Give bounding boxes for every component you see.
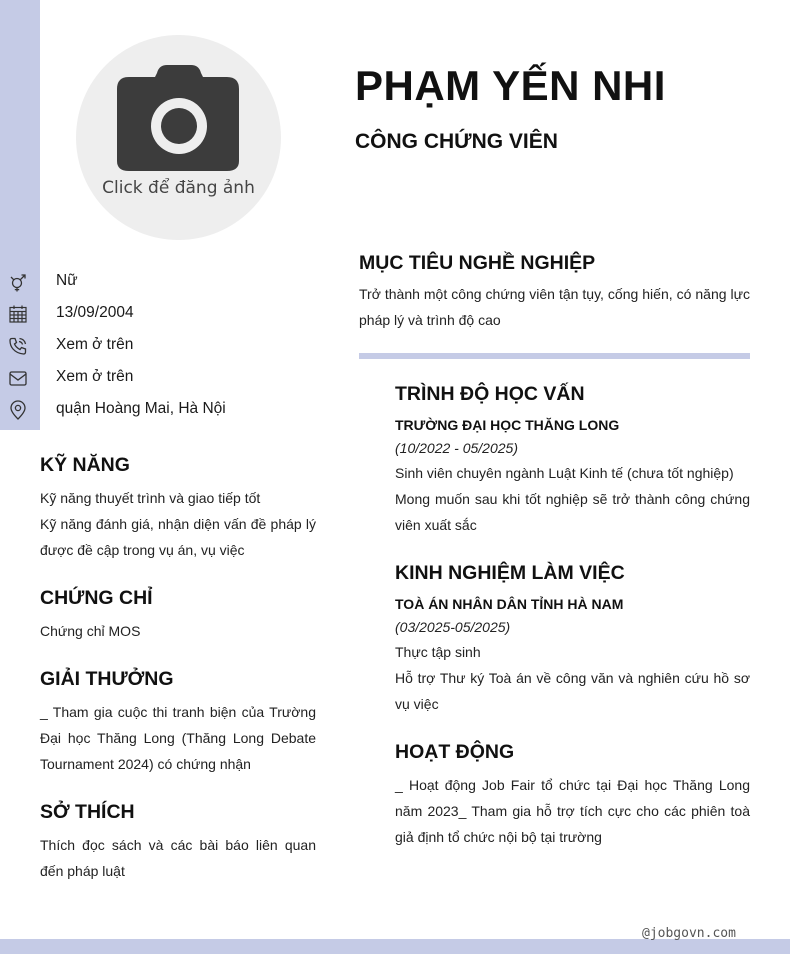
mail-icon (8, 368, 28, 388)
section-divider (359, 353, 750, 359)
skills-heading: KỸ NĂNG (40, 454, 130, 476)
activities-text: _ Hoạt động Job Fair tổ chức tại Đại học Thăng Long năm 2023_ Tham gia hỗ trợ tích cực cho các phiên toà giả định tổ chức nội bộ tại trường (395, 777, 750, 845)
photo-upload-label: Click để đăng ảnh (102, 178, 255, 198)
education-school: TRƯỜNG ĐẠI HỌC THĂNG LONG (395, 417, 620, 433)
skills-item-2: Kỹ năng đánh giá, nhận diện vấn đề pháp lý được đề cập trong vụ án, vụ việc (40, 516, 316, 558)
contact-phone-value: Xem ở trên (56, 336, 134, 353)
objective-text: Trở thành một công chứng viên tận tụy, cống hiến, có năng lực pháp lý và trình độ cao (359, 286, 750, 328)
phone-icon (8, 336, 28, 356)
experience-period: (03/2025-05/2025) (395, 619, 511, 635)
education-line-2: Mong muốn sau khi tốt nghiệp sẽ trở thành công chứng viên xuất sắc (395, 491, 750, 533)
certificates-heading: CHỨNG CHỈ (40, 587, 153, 609)
contact-phone (0, 329, 320, 361)
experience-company: TOÀ ÁN NHÂN DÂN TỈNH HÀ NAM (395, 596, 624, 612)
camera-icon (117, 65, 241, 173)
contact-gender (0, 265, 320, 297)
contact-email-value: Xem ở trên (56, 368, 134, 385)
location-icon (8, 400, 28, 420)
experience-heading: KINH NGHIỆM LÀM VIỆC (395, 562, 625, 584)
contact-birthday (0, 297, 320, 329)
job-title: CÔNG CHỨNG VIÊN (355, 130, 558, 153)
education-line-1: Sinh viên chuyên ngành Luật Kinh tế (chưa tốt nghiệp) (395, 465, 734, 481)
contact-birthday-value: 13/09/2004 (56, 304, 134, 321)
experience-description: Hỗ trợ Thư ký Toà án về công văn và nghiên cứu hồ sơ vụ việc (395, 670, 750, 712)
awards-heading: GIẢI THƯỞNG (40, 668, 174, 690)
calendar-icon (8, 304, 28, 324)
education-heading: TRÌNH ĐỘ HỌC VẤN (395, 383, 585, 405)
hobbies-text: Thích đọc sách và các bài báo liên quan đến pháp luật (40, 837, 316, 879)
watermark: @jobgovn.com (642, 926, 736, 941)
footer-accent-bar (0, 939, 790, 954)
experience-role: Thực tập sinh (395, 644, 481, 660)
gender-icon (8, 272, 28, 292)
certificates-text: Chứng chỉ MOS (40, 623, 141, 639)
contact-email (0, 361, 320, 393)
contact-address-value: quận Hoàng Mai, Hà Nội (56, 400, 226, 417)
contact-address (0, 393, 320, 425)
education-period: (10/2022 - 05/2025) (395, 440, 518, 456)
activities-heading: HOẠT ĐỘNG (395, 741, 515, 763)
photo-upload[interactable] (76, 35, 281, 240)
candidate-name: PHẠM YẾN NHI (355, 62, 666, 109)
awards-text: _ Tham gia cuộc thi tranh biện của Trường Đại học Thăng Long (Thăng Long Debate Tournament 2024) có chứng nhận (40, 704, 316, 772)
objective-heading: MỤC TIÊU NGHỀ NGHIỆP (359, 252, 596, 274)
skills-item-1: Kỹ năng thuyết trình và giao tiếp tốt (40, 490, 261, 506)
hobbies-heading: SỞ THÍCH (40, 801, 135, 823)
contact-gender-value: Nữ (56, 272, 78, 289)
